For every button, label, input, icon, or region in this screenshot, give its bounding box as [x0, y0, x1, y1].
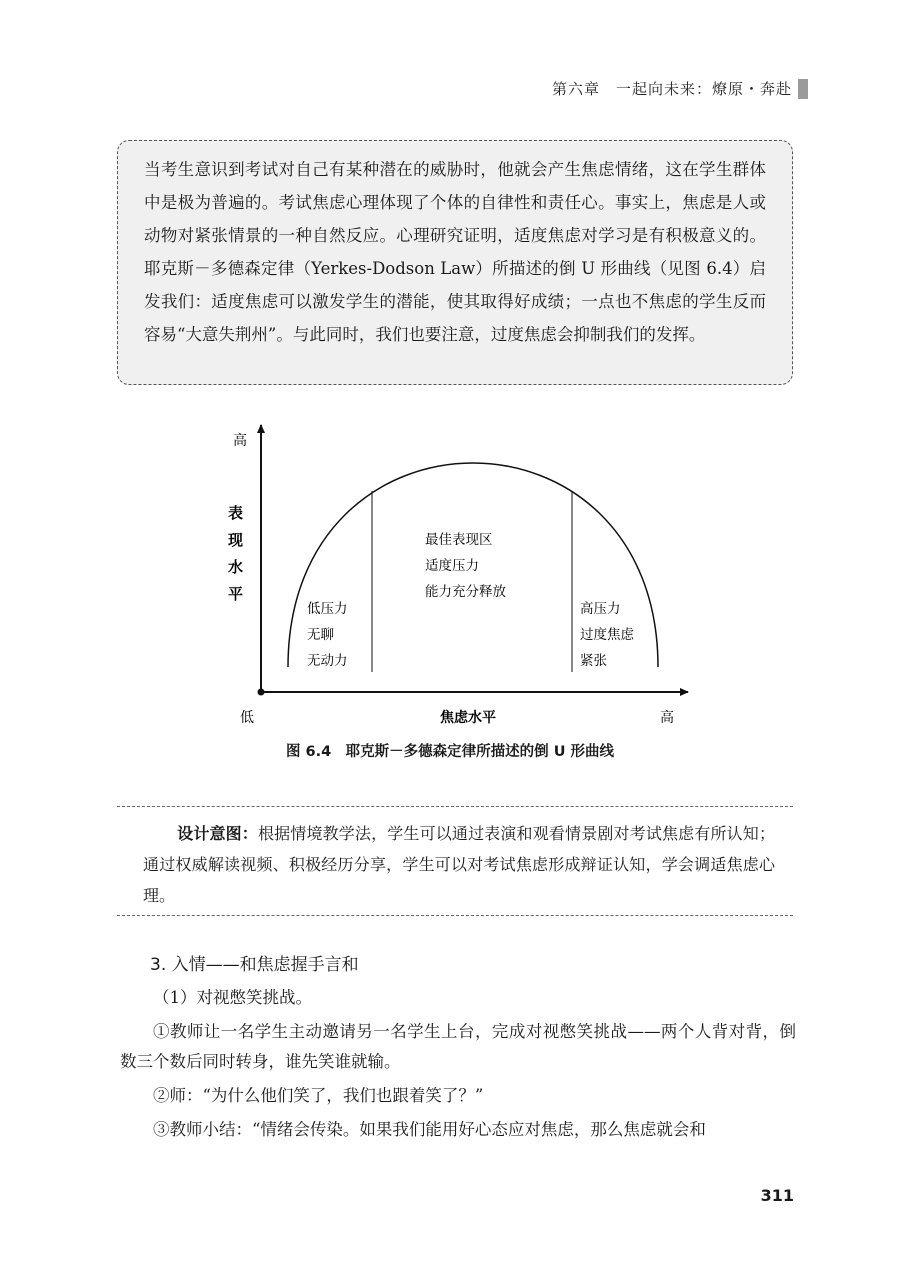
- x-high-label: 高: [660, 710, 674, 725]
- note-text: 当考生意识到考试对自己有某种潜在的威胁时，他就会产生焦虑情绪，这在学生群体中是极为普遍的。考试焦虑心理体现了个体的自律性和责任心。事实上，焦虑是人或动物对紧张情景的一种自然反应。心理研究证明，适度焦虑对学习是有积极意义的。耶克斯－多德森定律（Yerkes-Dodson Law）所描述的倒 U 形曲线（见图 6.4）启发我们：适度焦虑可以激发学生的潜能，使其取得好成绩；一点也不焦虑的学生反而容易“大意失荆州”。与此同时，我们也要注意，过度焦虑会抑制我们的发挥。: [144, 160, 766, 344]
- design-text: 根据情境教学法，学生可以通过表演和观看情景剧对考试焦虑有所认知；通过权威解读视频、积极经历分享，学生可以对考试焦虑形成辩证认知，学会调适焦虑心理。: [143, 824, 775, 905]
- zone-middle-line1: 最佳表现区: [425, 532, 493, 548]
- inverted-u-figure: [220, 415, 710, 725]
- origin-dot: [258, 689, 265, 696]
- body-text: [120, 983, 796, 1145]
- item-1: （1）对视憋笑挑战。: [153, 988, 312, 1007]
- zone-middle-line3: 能力充分释放: [425, 584, 506, 600]
- section-title: 3. 入情——和焦虑握手言和: [150, 955, 359, 975]
- y-label-3: 水: [228, 558, 244, 576]
- x-axis-label: 焦虑水平: [440, 710, 496, 725]
- design-top-divider: [117, 806, 793, 807]
- page-number: 311: [760, 1186, 794, 1205]
- design-bottom-divider: [117, 915, 793, 916]
- zone-middle-line2: 适度压力: [425, 558, 479, 574]
- note-box: [117, 140, 793, 385]
- y-label-2: 现: [228, 531, 244, 549]
- y-label-4: 平: [228, 585, 244, 603]
- chapter-header: 第六章 一起向未来：燎原・奔赴: [551, 80, 792, 98]
- design-intent: [143, 818, 775, 911]
- paragraph-3: ③教师小结：“情绪会传染。如果我们能用好心态应对焦虑，那么焦虑就会和: [153, 1120, 706, 1139]
- zone-right-line3: 紧张: [580, 653, 607, 669]
- zone-right-line1: 高压力: [580, 601, 621, 617]
- paragraph-2: ②师：“为什么他们笑了，我们也跟着笑了？”: [153, 1086, 484, 1105]
- header-tab-marker: [798, 79, 808, 99]
- zone-left-line2: 无聊: [307, 627, 334, 643]
- zone-left-line3: 无动力: [307, 653, 348, 669]
- design-lead: 设计意图：: [177, 824, 258, 843]
- zone-right-line2: 过度焦虑: [580, 627, 634, 643]
- origin-low-label: 低: [240, 710, 254, 725]
- paragraph-1: ①教师让一名学生主动邀请另一名学生上台，完成对视憋笑挑战——两个人背对背，倒数三个数后同时转身，谁先笑谁就输。: [120, 1022, 796, 1071]
- y-high-label: 高: [233, 433, 247, 449]
- figure-caption: 图 6.4 耶克斯－多德森定律所描述的倒 U 形曲线: [285, 744, 615, 760]
- y-label-1: 表: [228, 504, 244, 522]
- inverted-u-chart: [220, 415, 710, 725]
- zone-left-line1: 低压力: [307, 601, 348, 617]
